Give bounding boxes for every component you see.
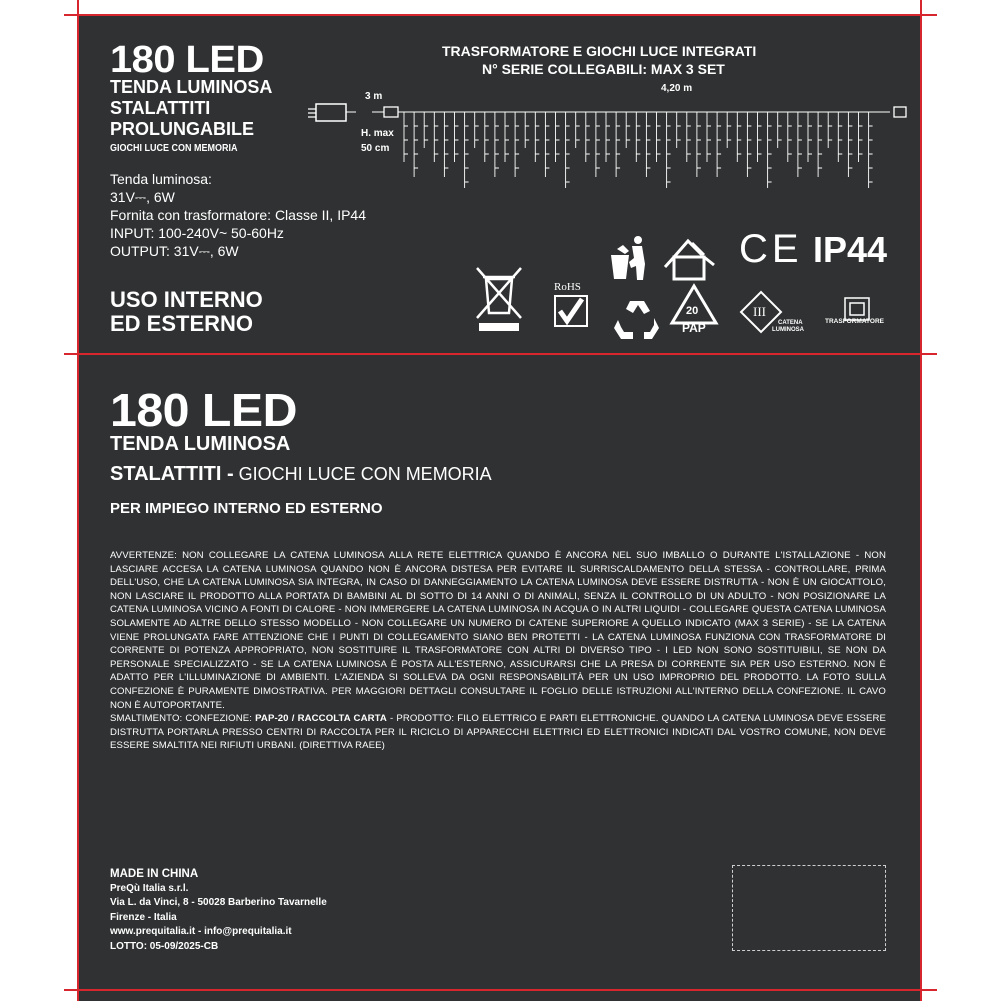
height-label-1: H. max [361, 128, 394, 139]
cut-line-bottom [64, 989, 937, 991]
company-name: PreQù Italia s.r.l. [110, 882, 189, 894]
ce-mark: CE [739, 227, 803, 271]
class-iii-numeral: III [753, 304, 766, 319]
company-city: Firenze - Italia [110, 911, 177, 923]
pap-label: PAP [682, 321, 706, 335]
curtain-diagram [304, 83, 924, 188]
cable-length-label: 3 m [365, 91, 383, 102]
bottom-line3-rest: GIOCHI LUCE CON MEMORIA [233, 464, 492, 484]
bottom-title: 180 LED [110, 384, 297, 436]
warnings-block [110, 549, 886, 753]
box-packaging-icon [662, 237, 718, 281]
spec-line: INPUT: 100-240V~ 50-60Hz [110, 225, 284, 241]
company-street: Via L. da Vinci, 8 - 50028 Barberino Tavarnelle [110, 897, 327, 908]
plug-icon [308, 109, 316, 117]
disposal-rest: - PRODOTTO: FILO ELETTRICO E PARTI ELETTRONICHE. QUANDO LA CATENA LUMINOSA DEVE ESSERE DISTRUTTA PORTARLA PRESSO CENTRI DI RACCOLTA PER IL RICICLO DI APPARECCHI ELETTRICI ED ELETTRONICI INDICATI DAL VOSTRO COMUNE, NON DEVE ESSERE SMALTITA NEI RIFIUTI URBANI. (DIRETTIVA RAEE) [110, 713, 886, 752]
usage-line-2: ED ESTERNO [110, 311, 254, 336]
spec-line: OUTPUT: 31V⎓, 6W [110, 243, 239, 259]
spec-line: Fornita con trasformatore: Classe II, IP44 [110, 207, 366, 223]
spec-line: Tenda luminosa: [110, 171, 212, 187]
top-subtitle-3: PROLUNGABILE [110, 119, 254, 139]
disposal-prefix: SMALTIMENTO: CONFEZIONE: [110, 713, 256, 725]
fold-line [64, 353, 937, 355]
ip44-mark: IP44 [813, 229, 888, 270]
bottom-line3-bold: STALATTITI - [110, 463, 234, 485]
disposal-bold: PAP-20 / RACCOLTA CARTA [255, 713, 387, 725]
disposal-text [110, 712, 886, 753]
top-title: 180 LED [110, 39, 264, 81]
rohs-check-icon [554, 295, 588, 327]
bottom-subtitle: TENDA LUMINOSA [110, 433, 291, 455]
bottom-usage: PER IMPIEGO INTERNO ED ESTERNO [110, 500, 383, 517]
recycle-icon [614, 298, 660, 340]
cut-line-top [64, 14, 937, 16]
address-block [110, 867, 327, 954]
height-label-2: 50 cm [361, 143, 390, 154]
rohs-label: RoHS [554, 281, 581, 293]
pap-number: 20 [686, 305, 699, 317]
class-iii-label-1: CATENA [778, 320, 803, 326]
transformer-icon [316, 104, 346, 121]
top-small-line: GIOCHI LUCE CON MEMORIA [110, 143, 238, 154]
company-web: www.prequitalia.it - info@prequitalia.it [110, 926, 292, 937]
header-line-1: TRASFORMATORE E GIOCHI LUCE INTEGRATI [442, 43, 757, 59]
top-subtitle-1: TENDA LUMINOSA [110, 77, 273, 97]
class-iii-label-2: LUMINOSA [772, 327, 804, 333]
crop-mark [920, 0, 922, 15]
dispose-in-bin-icon [609, 235, 649, 281]
weee-crossed-bin-icon [474, 265, 524, 335]
bottom-line3 [110, 463, 492, 486]
lot-stamp-area [732, 865, 886, 951]
connector-icon [384, 107, 398, 117]
crop-mark [77, 0, 79, 15]
top-subtitle-2: STALATTITI [110, 98, 211, 118]
label-panel [77, 15, 922, 1001]
class-ii-label: TRASFORMATORE [825, 318, 884, 325]
header-line-2: N° SERIE COLLEGABILI: MAX 3 SET [482, 61, 725, 77]
usage-line-1: USO INTERNO [110, 287, 263, 312]
made-in: MADE IN CHINA [110, 868, 199, 880]
lot-number: LOTTO: 05-09/2025-CB [110, 940, 219, 952]
end-connector-icon [894, 107, 906, 117]
spec-line: 31V⎓, 6W [110, 189, 175, 205]
curtain-length-label: 4,20 m [661, 83, 693, 94]
warning-text: AVVERTENZE: NON COLLEGARE LA CATENA LUMINOSA ALLA RETE ELETTRICA QUANDO È ANCORA NEL SUO IMBALLO O DURANTE L'ISTALLAZIONE - NON LASCIARE ACCESA LA CATENA LUMINOSA QUANDO NON È ANCORA DISTESA PER EVITARE IL SURRISCALDAMENTO DELLA STESSA - CONTROLLARE, PRIMA DELL'USO, CHE LA CATENA LUMINOSA SIA INTEGRA, IN CASO DI DANNEGGIAMENTO LA CATENA LUMINOSA DEVE ESSERE DISTRUTTA - NON È UN GIOCATTOLO, NON LASCIARE IL PRODOTTO ALLA PORTATA DI BAMBINI AL DI SOTTO DI 14 ANNI O DI ANIMALI, SENZA IL CONTROLLO DI UN ADULTO - NON POSIZIONARE LA CATENA LUMINOSA VICINO A FONTI DI CALORE - NON IMMERGERE LA CATENA LUMINOSA IN ACQUA O IN ALTRI LIQUIDI - COLLEGARE QUESTA CATENA LUMINOSA SOLAMENTE AD ALTRE DELLO STESSO MODELLO - NON COLLEGARE UN NUMERO DI CATENE SUPERIORE A QUELLO INDICATO (MAX 3 SERIE) - SE LA CATENA VIENE PROLUNGATA FARE ATTENZIONE CHE I PUNTI DI COLLEGAMENTO SIANO BEN PROTETTI - LA CATENA LUMINOSA FUNZIONA CON TRASFORMATORE DI CORRENTE DI POTENZA APPROPRIATO, NON SOSTITUIRE IL TRASFORMATORE CON ALTRI DI DIVERSO TIPO - I LED NON SONO SOSTITUIBILI, SE NON DA PERSONALE SPECIALIZZATO - SE LA CATENA LUMINOSA È POSTA ALL'ESTERNO, ASSICURARSI CHE LA PRESA DI CORRENTE SIA PER USO ESTERNO. NON È ADATTO PER L'ILLUMINAZIONE DI AMBIENTI. L'AZIENDA SI SOLLEVA DA OGNI RESPONSABILITÀ PER UN USO IMPROPRIO DEL PRODOTTO. LA FOTO SULLA CONFEZIONE È PURAMENTE DIMOSTRATIVA. PER MAGGIORI DETTAGLI CONSULTARE IL FOGLIO DELLE ISTRUZIONI ALL'INTERNO DELLA CONFEZIONE. IL CAVO NON È AUTOPORTANTE. [110, 550, 886, 711]
